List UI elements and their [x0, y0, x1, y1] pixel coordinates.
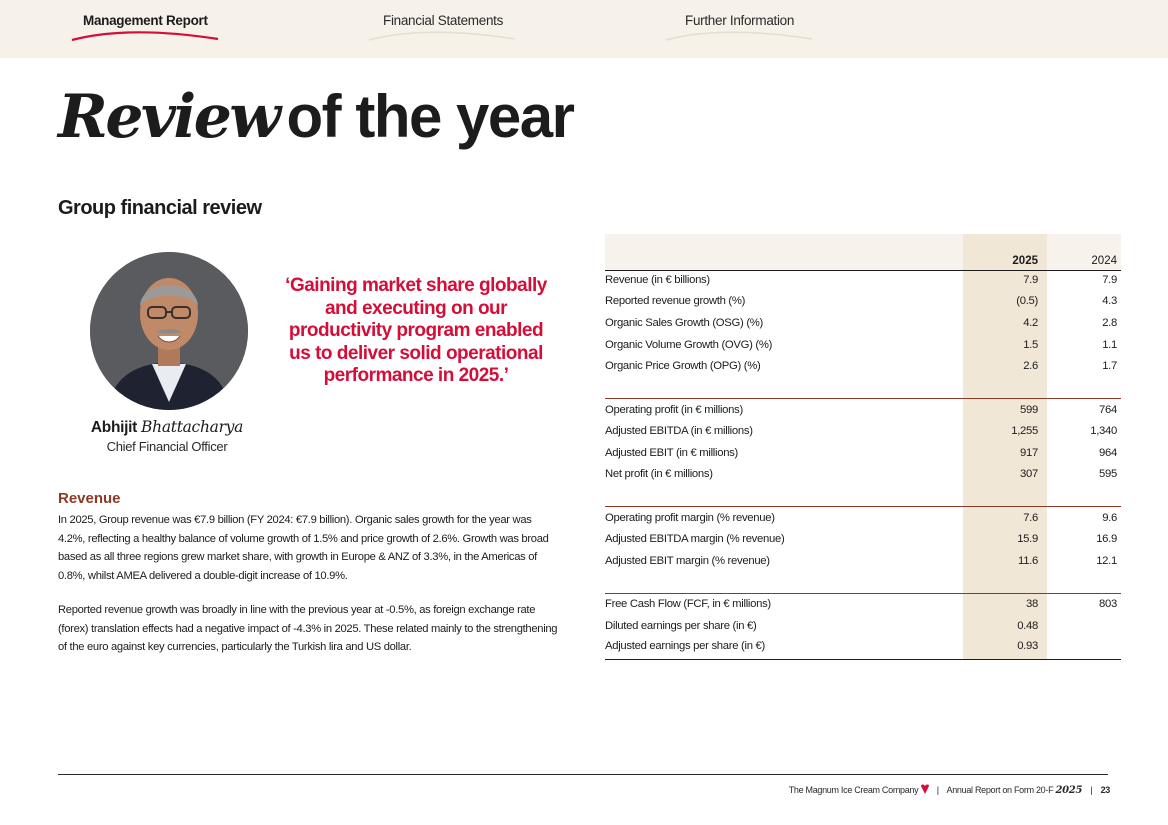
- page-number: 23: [1100, 785, 1110, 795]
- footer-report: Annual Report on Form 20-F: [946, 785, 1054, 795]
- row-label: Adjusted EBITDA margin (% revenue): [605, 533, 785, 545]
- value-2024: 4.3: [1102, 295, 1117, 307]
- value-2024: 16.9: [1096, 533, 1117, 545]
- active-tab-underline: [70, 28, 220, 44]
- footer-rule: [58, 774, 1108, 775]
- row-label: Diluted earnings per share (in €): [605, 620, 757, 632]
- revenue-paragraph-2: Reported revenue growth was broadly in line with the previous year at -0.5%, as foreign exchange rate (forex) translation effects had a negative impact of -4.3% in 2025. These related mainly to the strengthening of the euro against key currencies, particularly the Turkish lira and US dollar.: [58, 604, 558, 654]
- value-2024: 7.9: [1102, 274, 1117, 286]
- person-role: Chief Financial Officer: [106, 439, 228, 454]
- table-row: [605, 357, 1121, 377]
- value-2025: 4.2: [1023, 317, 1038, 329]
- value-2025: 7.9: [1023, 274, 1038, 286]
- value-2025: 38: [1026, 598, 1038, 610]
- value-2025: 307: [1020, 468, 1038, 480]
- tab-further-information[interactable]: Further Information: [685, 13, 795, 28]
- row-label: Adjusted EBIT (in € millions): [605, 447, 738, 459]
- value-2025: (0.5): [1016, 295, 1038, 307]
- avatar: [90, 252, 248, 410]
- top-navigation: [0, 0, 1168, 58]
- value-2025: 1,255: [1011, 425, 1038, 437]
- footer-company: The Magnum Ice Cream Company: [788, 785, 919, 795]
- value-2024: 9.6: [1102, 512, 1117, 524]
- tab-underline-decoration: [367, 28, 517, 44]
- table-group-rule: [605, 506, 1121, 507]
- column-header-2024: 2024: [1091, 255, 1117, 267]
- table-row: [605, 401, 1121, 421]
- value-2024: 2.8: [1102, 317, 1117, 329]
- revenue-heading: Revenue: [58, 490, 121, 507]
- value-2025: 1.5: [1023, 339, 1038, 351]
- value-2024: 803: [1099, 598, 1117, 610]
- value-2024: 1,340: [1090, 425, 1117, 437]
- table-row: [605, 422, 1121, 442]
- table-row: [605, 271, 1121, 291]
- table-row: [605, 595, 1121, 615]
- tab-financial-statements[interactable]: Financial Statements: [383, 13, 504, 28]
- row-label: Organic Volume Growth (OVG) (%): [605, 339, 773, 351]
- value-2025: 15.9: [1017, 533, 1038, 545]
- value-2025: 11.6: [1018, 555, 1038, 567]
- value-2024: 764: [1099, 404, 1117, 416]
- row-label: Net profit (in € millions): [605, 468, 713, 480]
- tab-underline-decoration: [664, 28, 814, 44]
- person-name: [58, 418, 276, 437]
- table-row: [605, 530, 1121, 550]
- footer-separator: |: [1090, 785, 1093, 795]
- table-row: [605, 292, 1121, 312]
- row-label: Operating profit margin (% revenue): [605, 512, 775, 524]
- table-row: [605, 552, 1121, 572]
- value-2025: 2.6: [1023, 360, 1038, 372]
- page-title-italic: Review: [58, 82, 279, 152]
- value-2025: 599: [1020, 404, 1038, 416]
- value-2025: 0.93: [1017, 640, 1038, 652]
- section-title: Group financial review: [58, 197, 262, 219]
- brand-heart-icon: [921, 784, 929, 794]
- footer-separator: |: [936, 785, 939, 795]
- value-2024: 595: [1099, 468, 1117, 480]
- table-group-rule: [605, 593, 1121, 594]
- page-title-rest: of the year: [286, 83, 574, 150]
- row-label: Adjusted EBITDA (in € millions): [605, 425, 753, 437]
- row-label: Adjusted EBIT margin (% revenue): [605, 555, 770, 567]
- page-title: [58, 82, 573, 162]
- table-group-rule: [605, 398, 1121, 399]
- table-row: [605, 444, 1121, 464]
- column-header-2025: 2025: [1012, 255, 1038, 267]
- person-first-name: Abhijit: [90, 419, 138, 436]
- pull-quote: ‘Gaining market share globally and executing on our productivity program enabled us to deliver solid operational performance in 2025.’: [285, 275, 547, 386]
- value-2025: 917: [1020, 447, 1038, 459]
- row-label: Operating profit (in € millions): [605, 404, 743, 416]
- table-row: [605, 336, 1121, 356]
- table-bottom-rule: [605, 659, 1121, 660]
- value-2025: 0.48: [1017, 620, 1038, 632]
- value-2024: 964: [1099, 447, 1117, 459]
- row-label: Free Cash Flow (FCF, in € millions): [605, 598, 771, 610]
- table-row: [605, 465, 1121, 485]
- table-row: [605, 509, 1121, 529]
- table-row: [605, 314, 1121, 334]
- value-2024: 12.1: [1096, 555, 1117, 567]
- revenue-paragraph-1: In 2025, Group revenue was €7.9 billion (FY 2024: €7.9 billion). Organic sales growth for the year was 4.2%, reflecting a healthy balance of volume growth of 1.5% and price growth of 2.6%. Growth was broad based as all three regions grew market share, with growth in Europe & ANZ of 3.3%, in the Americas of 0.8%, whilst AMEA delivered a double-digit increase of 10.9%.: [58, 514, 549, 582]
- footer-year: 2025: [1055, 785, 1083, 796]
- row-label: Adjusted earnings per share (in €): [605, 640, 765, 652]
- table-row: [605, 637, 1121, 657]
- tab-management-report[interactable]: Management Report: [83, 13, 208, 28]
- financial-summary-table: [605, 234, 1121, 662]
- person-last-name: Bhattacharya: [141, 418, 244, 436]
- value-2025: 7.6: [1023, 512, 1038, 524]
- row-label: Reported revenue growth (%): [605, 295, 746, 307]
- value-2024: 1.7: [1102, 360, 1117, 372]
- row-label: Revenue (in € billions): [605, 274, 710, 286]
- row-label: Organic Sales Growth (OSG) (%): [605, 317, 763, 329]
- page-footer: [789, 784, 1110, 796]
- table-row: [605, 617, 1121, 637]
- row-label: Organic Price Growth (OPG) (%): [605, 360, 761, 372]
- value-2024: 1.1: [1102, 339, 1117, 351]
- person-photo: [90, 252, 248, 410]
